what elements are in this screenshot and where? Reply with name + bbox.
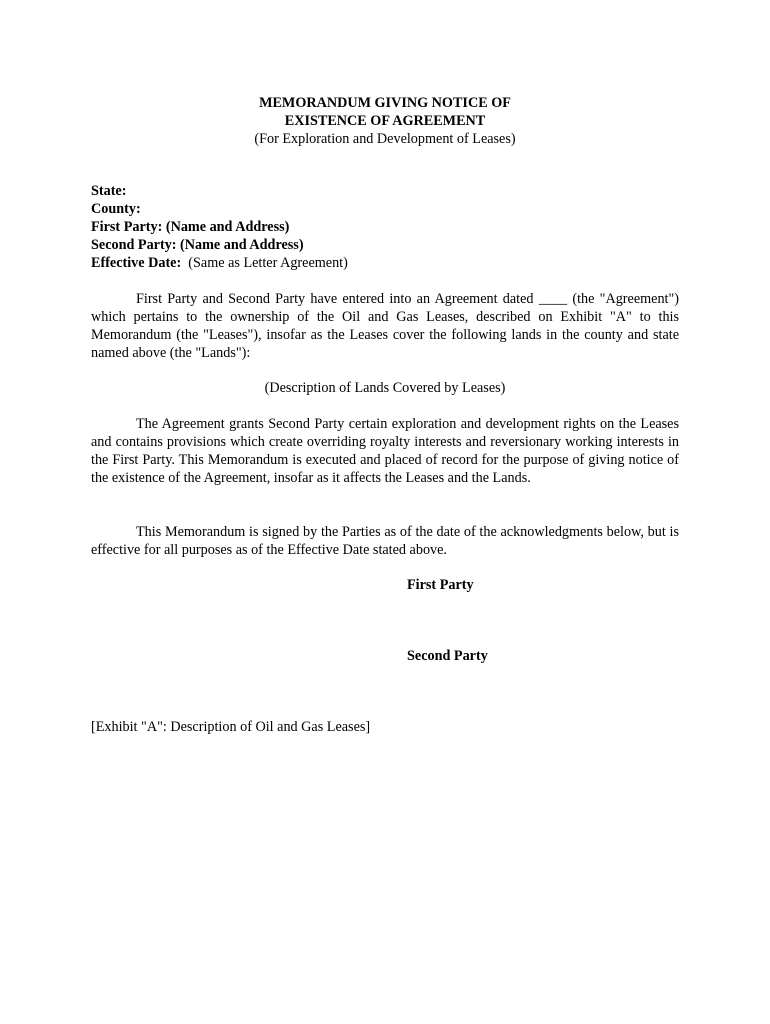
effective-date-label: Effective Date:: [91, 255, 182, 271]
document-header: [91, 94, 679, 148]
second-party-label: Second Party: (Name and Address): [91, 237, 304, 253]
second-party-signature-label: Second Party: [407, 648, 488, 664]
effective-date-value: (Same as Letter Agreement): [188, 255, 348, 271]
document-subtitle: (For Exploration and Development of Leases): [254, 131, 516, 147]
exhibit-note: [Exhibit "A": Description of Oil and Gas Leases]: [91, 719, 371, 735]
rights-paragraph: The Agreement grants Second Party certain exploration and development rights on the Leases and contains provisions which create overriding royalty interests and reversionary working interests in the First Party. This Memorandum is executed and placed of record for the purpose of giving notice of the existence of the Agreement, insofar as it affects the Leases and the Lands.: [91, 416, 679, 486]
lands-description-placeholder: (Description of Lands Covered by Leases): [264, 380, 506, 396]
first-party-signature-label: First Party: [407, 577, 474, 593]
effective-date-row: [91, 254, 679, 272]
document-title-line-1: MEMORANDUM GIVING NOTICE OF: [259, 95, 511, 111]
county-label: County:: [91, 201, 141, 217]
state-label: State:: [91, 183, 127, 199]
party-info-fields: [91, 182, 679, 272]
document-title-line-2: EXISTENCE OF AGREEMENT: [284, 113, 486, 129]
agreement-paragraph: First Party and Second Party have entered into an Agreement dated ____ (the "Agreement") which pertains to the ownership of the Oil and Gas Leases, described on Exhibit "A" to this Memorandum (the "Leases"), insofar as the Leases cover the following lands in the county and state named above (the "Lands"):: [91, 291, 679, 361]
first-party-label: First Party: (Name and Address): [91, 219, 290, 235]
effective-paragraph: This Memorandum is signed by the Parties as of the date of the acknowledgments below, but is effective for all purposes as of the Effective Date stated above.: [91, 524, 679, 558]
